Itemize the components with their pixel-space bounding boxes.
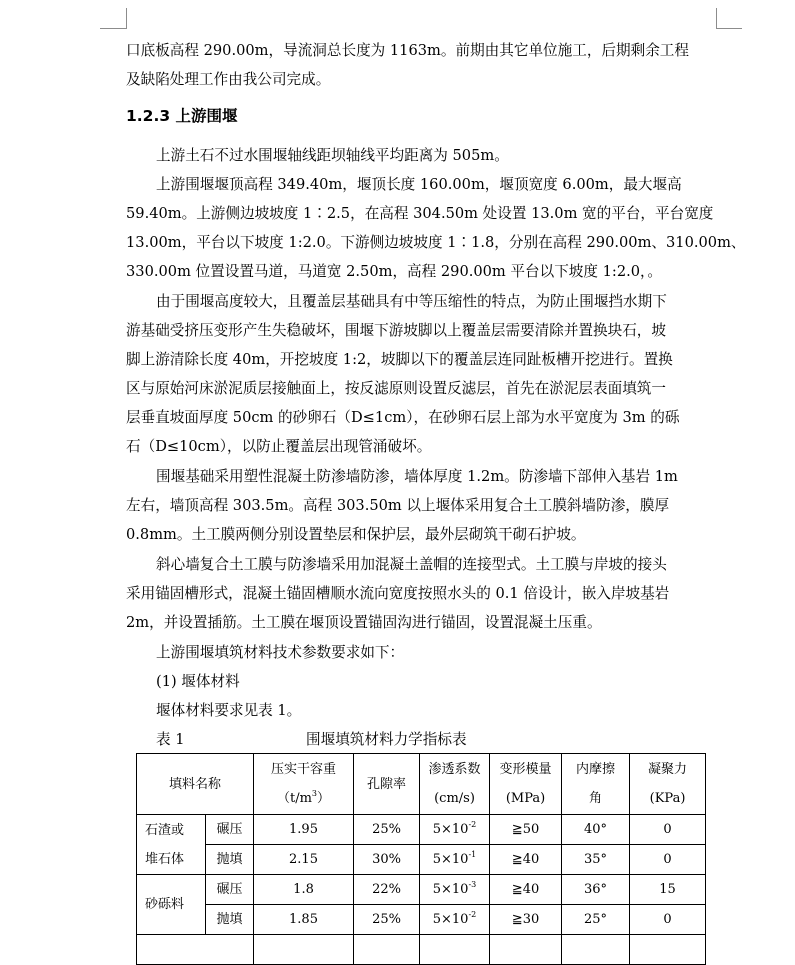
text-line: 上游土石不过水围堰轴线距坝轴线平均距离为 505m。 (156, 147, 509, 164)
crop-mark-right-v (716, 8, 717, 29)
text-line: 斜心墙复合土工膜与防渗墙采用加混凝土盖帽的连接型式。土工膜与岸坡的接头 (156, 556, 667, 573)
header-text: 凝聚力 (648, 762, 688, 777)
paragraph-dam-floor (126, 36, 716, 94)
table-row (137, 875, 706, 905)
text-line: 堰体材料要求见表 1。 (156, 702, 302, 719)
text-line: (1) 堰体材料 (156, 673, 240, 690)
table-title: 围堰填筑材料力学指标表 (306, 731, 467, 748)
crop-mark-right-h (716, 28, 742, 29)
text-line: 左右，墙顶高程 303.5m。高程 303.50m 以上堰体采用复合土工膜斜墙防渗，膜厚 (126, 497, 670, 514)
table-header-row (137, 754, 706, 815)
header-dry-density (254, 754, 354, 815)
cell-empty (137, 935, 254, 965)
paragraph-cutoff-wall (126, 462, 716, 549)
header-text: 变形模量 (499, 762, 552, 777)
header-text: 内摩擦 (576, 762, 616, 777)
group-name-text: 堆石体 (145, 851, 185, 867)
header-unit: $(t/m^3)$ (276, 789, 331, 806)
cell-cohesion: 0 (630, 815, 706, 845)
text-line: 2m，并设置插筋。土工膜在堰顶设置锚固沟进行锚固，设置混凝土压重。 (126, 614, 602, 631)
crop-mark-left-h (100, 28, 126, 29)
cell-empty (490, 935, 562, 965)
text-line: 13.00m，平台以下坡度 1:2.0。下游侧边坡坡度 1∶1.8，分别在高程 290.00m、310.00m、 (126, 234, 746, 251)
section-heading: 1.2.3 上游围堰 (126, 107, 238, 125)
crop-mark-left-v (126, 8, 127, 29)
cell-permeability: $5\times 10^{-2}$ (420, 815, 490, 845)
text-line: 口底板高程 290.00m，导流洞总长度为 1163m。前期由其它单位施工，后期剩余工程 (126, 42, 689, 59)
cell-modulus: ≧40 (490, 875, 562, 905)
cell-cohesion: 0 (630, 905, 706, 935)
cell-friction: 35° (562, 845, 630, 875)
cell-friction: 25° (562, 905, 630, 935)
text-line: 上游围堰填筑材料技术参数要求如下： (156, 644, 405, 661)
paragraph-geomembrane (126, 550, 716, 637)
cell-friction: 40° (562, 815, 630, 845)
header-friction-angle (562, 754, 630, 815)
cell-modulus: ≧40 (490, 845, 562, 875)
table-row (137, 815, 706, 845)
header-text: 渗透系数 (428, 762, 481, 777)
text-line: 石（D≤10cm），以防止覆盖层出现管涌破坏。 (126, 438, 432, 455)
cell-cohesion: 0 (630, 845, 706, 875)
text-line: 330.00m 位置设置马道，马道宽 2.50m，高程 290.00m 平台以下坡度 1:2.0，。 (126, 263, 662, 280)
cell-empty (562, 935, 630, 965)
header-porosity: 孔隙率 (354, 754, 420, 815)
text-line: 采用锚固槽形式，混凝土锚固槽顺水流向宽度按照水头的 0.1 倍设计，嵌入岸坡基岩 (126, 585, 670, 602)
text-line: 0.8mm。土工膜两侧分别设置垫层和保护层，最外层砌筑干砌石护坡。 (126, 526, 586, 543)
table-row (137, 845, 706, 875)
group-name-text: 石渣或 (145, 822, 185, 838)
header-unit: (MPa) (505, 791, 546, 806)
cell-porosity: 25% (354, 815, 420, 845)
cell-permeability: $5\times 10^{-1}$ (420, 845, 490, 875)
cell-method: 抛填 (206, 845, 254, 875)
cell-method: 抛填 (206, 905, 254, 935)
cell-porosity: 30% (354, 845, 420, 875)
table-row-partial (137, 935, 706, 965)
group-name-text: 砂砾料 (145, 897, 185, 912)
cell-modulus: ≧30 (490, 905, 562, 935)
text-line: 层垂直坡面厚度 50cm 的砂卵石（D≤1cm），在砂卵石层上部为水平宽度为 3m 的砾 (126, 409, 680, 426)
paragraph-foundation-treatment (126, 287, 716, 461)
cell-porosity: 25% (354, 905, 420, 935)
text-line: 59.40m。上游侧边坡坡度 1∶2.5，在高程 304.50m 处设置 13.0m 宽的平台，平台宽度 (126, 205, 714, 222)
header-permeability (420, 754, 490, 815)
paragraph-axis-distance (126, 141, 716, 170)
text-line: 区与原始河床淤泥质层接触面上，按反滤原则设置反滤层，首先在淤泥层表面填筑一 (126, 380, 666, 397)
cell-empty (630, 935, 706, 965)
header-text: 角 (589, 791, 603, 806)
cell-method: 碾压 (206, 875, 254, 905)
group-name-gravel (137, 875, 206, 935)
cell-permeability: $5\times 10^{-2}$ (420, 905, 490, 935)
text-line: 及缺陷处理工作由我公司完成。 (126, 71, 331, 88)
text-line: 游基础受挤压变形产生失稳破坏，围堰下游坡脚以上覆盖层需要清除并置换块石，坡 (126, 322, 666, 339)
cell-permeability: $5\times 10^{-3}$ (420, 875, 490, 905)
paragraph-parameters-intro (126, 638, 716, 725)
header-unit: (KPa) (649, 791, 686, 806)
cell-density: 1.8 (254, 875, 354, 905)
table-row (137, 905, 706, 935)
materials-table (136, 753, 706, 965)
header-cohesion (630, 754, 706, 815)
text-line: 脚上游清除长度 40m，开挖坡度 1:2，坡脚以下的覆盖层连同趾板槽开挖进行。置换 (126, 351, 673, 368)
cell-empty (354, 935, 420, 965)
header-text: 压实干容重 (271, 762, 337, 777)
cell-empty (254, 935, 354, 965)
cell-empty (420, 935, 490, 965)
cell-friction: 36° (562, 875, 630, 905)
cell-density: 1.85 (254, 905, 354, 935)
text-line: 由于围堰高度较大，且覆盖层基础具有中等压缩性的特点，为防止围堰挡水期下 (156, 293, 667, 310)
cell-porosity: 22% (354, 875, 420, 905)
header-modulus (490, 754, 562, 815)
cell-density: 1.95 (254, 815, 354, 845)
text-line: 围堰基础采用塑性混凝土防渗墙防渗，墙体厚度 1.2m。防渗墙下部伸入基岩 1m (156, 468, 678, 485)
text-line: 上游围堰堰顶高程 349.40m，堰顶长度 160.00m，堰顶宽度 6.00m，最大堰高 (156, 176, 682, 193)
cell-density: 2.15 (254, 845, 354, 875)
paragraph-cofferdam-crest (126, 170, 746, 286)
table-label: 表 1 (156, 731, 185, 748)
cell-modulus: ≧50 (490, 815, 562, 845)
cell-cohesion: 15 (630, 875, 706, 905)
header-fill-name: 填料名称 (137, 754, 254, 815)
cell-method: 碾压 (206, 815, 254, 845)
group-name-rockfill (137, 815, 206, 875)
header-unit: (cm/s) (434, 791, 475, 806)
